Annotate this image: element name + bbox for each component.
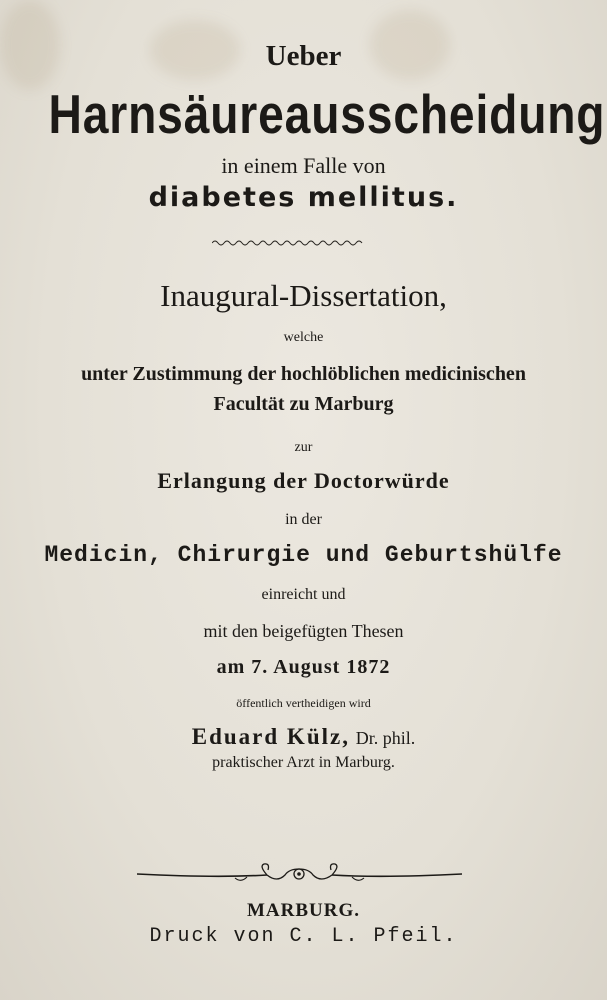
text-erlangung: Erlangung der Doctorwürde (157, 468, 450, 493)
imprint-city: MARBURG. (246, 900, 361, 921)
subtitle-diabetes: diabetes mellitus. (148, 182, 459, 213)
heading-ueber: Ueber (265, 40, 342, 72)
defense-date: am 7. August 1872 (216, 656, 391, 678)
text-zur: zur (294, 440, 313, 455)
text-mit-thesen: mit den beigefügten Thesen (203, 621, 404, 641)
imprint-printer: Druck von C. L. Pfeil. (149, 925, 458, 948)
text-facultaet: Facultät zu Marburg (213, 393, 394, 415)
author-title: Dr. phil. (355, 728, 416, 748)
dissertation-label: Inaugural-Dissertation, (160, 278, 447, 313)
text-in-der: in der (285, 511, 322, 528)
main-title: Harnsäureausscheidung (48, 83, 606, 145)
ornamental-rule (137, 860, 462, 890)
author-name: Eduard Külz, (191, 724, 350, 749)
text-welche: welche (283, 330, 324, 345)
text-oeffentlich: öffentlich vertheidigen wird (236, 696, 371, 710)
wavy-divider (212, 238, 364, 248)
text-unter-zustimmung: unter Zustimmung der hochlöblichen medicinischen (81, 363, 526, 385)
author-role: praktischer Arzt in Marburg. (212, 754, 395, 771)
author-line (0, 724, 607, 750)
text-einreicht: einreicht und (261, 586, 346, 603)
text-medicin: Medicin, Chirurgie und Geburtshülfe (44, 542, 563, 568)
subtitle-in-einem-falle: in einem Falle von (221, 153, 386, 178)
